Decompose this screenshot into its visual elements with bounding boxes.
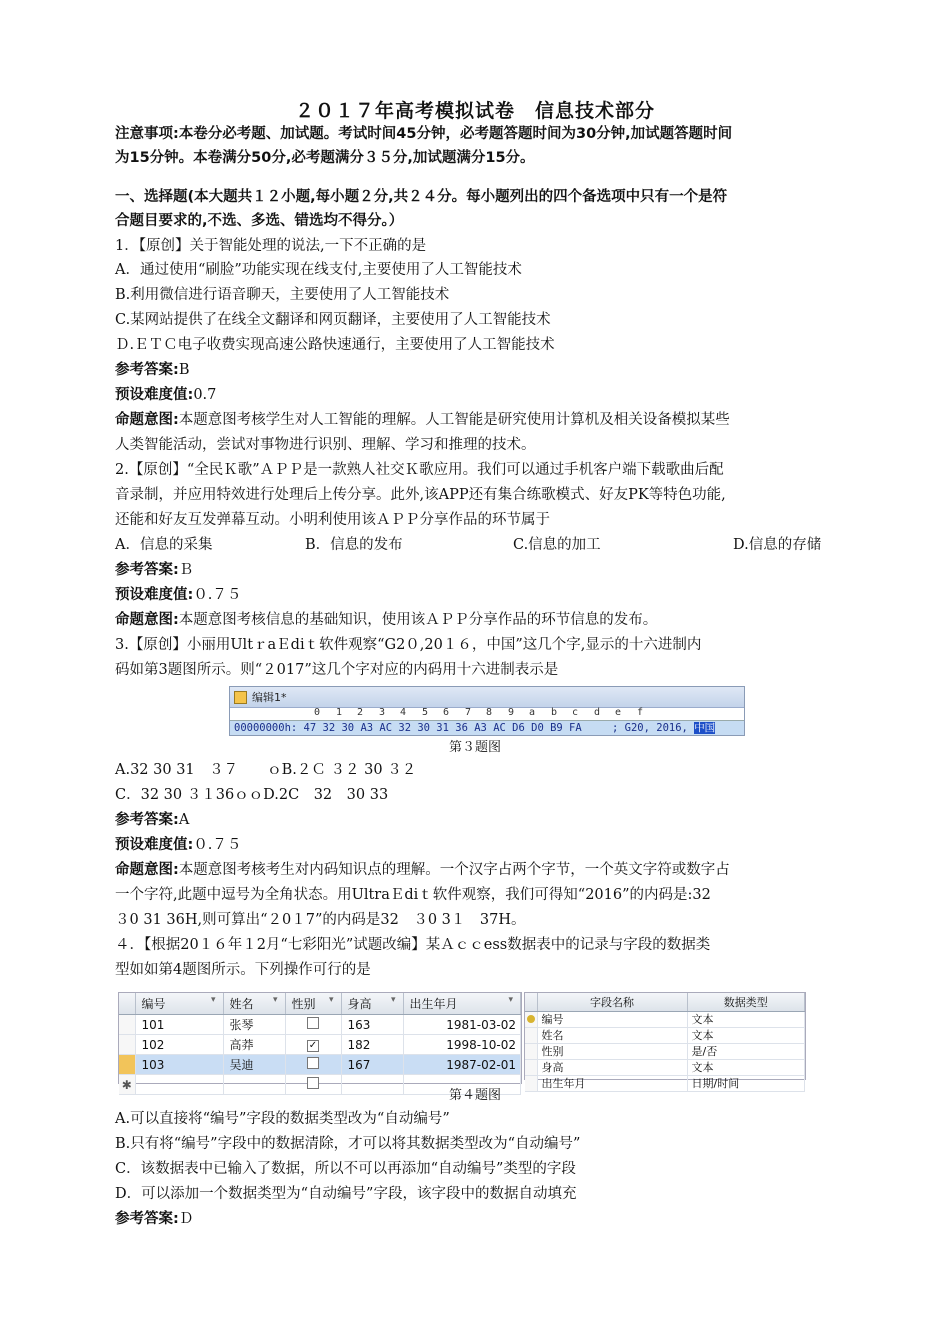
- ruler-digit: 0: [314, 707, 321, 718]
- q4-option-c: C．该数据表中已输入了数据，所以不可以再添加“自动编号”类型的字段: [115, 1161, 576, 1177]
- ruler-digit: 5: [422, 707, 429, 718]
- ruler-digit: 7: [465, 707, 472, 718]
- row-selector: [119, 1035, 135, 1055]
- notice-line-2: 为15分钟。本卷满分50分,必考题满分３５分,加试题满分15分。: [115, 150, 535, 166]
- q1-intent-2: 人类智能活动，尝试对事物进行识别、理解、学习和推理的技术。: [115, 437, 536, 453]
- ruler-digit: b: [551, 707, 558, 718]
- cell-id: 102: [135, 1035, 223, 1055]
- ruler-digit: 2: [357, 707, 364, 718]
- ruler-digit: e: [615, 707, 622, 718]
- answer-label: 参考答案:: [115, 562, 179, 578]
- editor-tab: [230, 687, 744, 708]
- row-selector: [525, 1028, 537, 1044]
- q1-intent-text-1: 本题意图考核学生对人工智能的理解。人工智能是研究使用计算机及相关设备模拟某些: [178, 412, 730, 428]
- q4-option-a: A.可以直接将“编号”字段的数据类型改为“自动编号”: [115, 1111, 450, 1127]
- checkbox-icon: [307, 1057, 319, 1069]
- ruler-digit: 6: [443, 707, 450, 718]
- answer-label: 参考答案:: [115, 1211, 179, 1227]
- intent-label: 命题意图:: [115, 862, 179, 878]
- column-header: [135, 993, 223, 1015]
- table-row: [119, 1035, 521, 1055]
- new-record-icon: ✱: [119, 1075, 135, 1095]
- hex-ascii-text: ; G20, 2016,: [612, 722, 695, 734]
- intent-label: 命题意图:: [115, 612, 179, 628]
- ruler-digit: a: [529, 707, 536, 718]
- column-header: [285, 993, 341, 1015]
- row-selector: [119, 1015, 135, 1035]
- q2-difficulty-value: ０.７５: [193, 587, 242, 603]
- notice-line-1: [115, 122, 845, 146]
- hex-ruler: [230, 708, 744, 721]
- q3-intent-text-1: 本题意图考核考生对内码知识点的理解。一个汉字占两个字节，一个英文字符或数字占: [178, 862, 730, 878]
- row-selector: [525, 1044, 537, 1060]
- cell-height: 163: [341, 1015, 403, 1035]
- column-header-label: 出生年月: [409, 997, 458, 1011]
- ruler-digit: 3: [379, 707, 386, 718]
- design-row: [525, 1012, 805, 1028]
- ruler-digit: c: [572, 707, 579, 718]
- q2-intent: [115, 608, 845, 632]
- design-field-name: 身高: [537, 1060, 687, 1076]
- design-row: [525, 1044, 805, 1060]
- ruler-digit: d: [594, 707, 601, 718]
- q4-answer: [115, 1207, 845, 1231]
- cell-name: 张琴: [223, 1015, 285, 1035]
- section-heading-1: 一、选择题(本大题共１２小题,每小题２分,共２４分。每小题列出的四个备选项中只有一个是符: [115, 189, 728, 205]
- q3-intent-3: ３0 31 36H,则可算出“２0１7”的内码是32 ３0 3１ 37H。: [115, 912, 526, 928]
- cell-gender: [285, 1015, 341, 1035]
- design-header-type: 数据类型: [687, 993, 805, 1012]
- difficulty-label: 预设难度值:: [115, 387, 194, 403]
- q2-option-d: D.信息的存储: [733, 537, 822, 553]
- intent-label: 命题意图:: [115, 412, 179, 428]
- q1-option-d: Ｄ.ＥＴＣ电子收费实现高速公路快速通行，主要使用了人工智能技术: [115, 337, 555, 353]
- q3-difficulty-value: ０.７５: [193, 837, 242, 853]
- difficulty-label: 预设难度值:: [115, 587, 194, 603]
- hex-ascii-selected: 中国: [694, 722, 716, 734]
- design-row: [525, 1060, 805, 1076]
- design-field-name: 编号: [537, 1012, 687, 1028]
- notice-text-1: 本卷分必考题、加试题。考试时间45分钟，必考题答题时间为30分钟,加试题答题时间: [178, 126, 733, 142]
- cell-gender: [285, 1035, 341, 1055]
- ruler-digit: 8: [486, 707, 493, 718]
- dropdown-arrow-icon: ▾: [508, 995, 513, 1005]
- q3-difficulty: [115, 833, 845, 857]
- column-header: [223, 993, 285, 1015]
- cell-height: 167: [341, 1055, 403, 1075]
- ruler-digit: 9: [508, 707, 515, 718]
- design-field-type: 文本: [687, 1012, 805, 1028]
- q1-difficulty: [115, 383, 845, 407]
- q3-stem-1: 3.【原创】小丽用UltｒaＥdiｔ软件观察“G2０,20１６，中国”这几个字,显示的十六进制内: [115, 637, 702, 653]
- q1-option-b: B.利用微信进行语音聊天，主要使用了人工智能技术: [115, 287, 450, 303]
- notice-label: 注意事项:: [115, 126, 179, 142]
- q4-datasheet-figure: [118, 992, 522, 1092]
- table-row: [119, 1015, 521, 1035]
- checkbox-icon: [307, 1017, 319, 1029]
- q4-option-d: D．可以添加一个数据类型为“自动编号”字段，该字段中的数据自动填充: [115, 1186, 577, 1202]
- q1-answer-value: B: [178, 362, 190, 378]
- cell-name: 高莽: [223, 1035, 285, 1055]
- hex-bytes: 47 32 30 A3 AC 32 30 31 36 A3 AC D6 D0 B9 FA: [303, 722, 582, 734]
- answer-label: 参考答案:: [115, 812, 179, 828]
- q2-option-b: B．信息的发布: [305, 537, 403, 553]
- q2-option-c: C.信息的加工: [513, 537, 601, 553]
- checkbox-checked-icon: ✓: [308, 1040, 318, 1051]
- section-heading-2: 合题目要求的,不选、多选、错选均不得分。）: [115, 213, 404, 229]
- table-row-current: [119, 1055, 521, 1075]
- editor-tab-label: 编辑1*: [252, 691, 287, 704]
- q2-stem-3: 还能和好友互发弹幕互动。小明利使用该ＡＰＰ分享作品的环节属于: [115, 512, 550, 528]
- q4-option-b: B.只有将“编号”字段中的数据清除，才可以将其数据类型改为“自动编号”: [115, 1136, 581, 1152]
- cell-name: 吴迪: [223, 1055, 285, 1075]
- q2-intent-text: 本题意图考核信息的基础知识，使用该ＡＰＰ分享作品的环节信息的发布。: [178, 612, 658, 628]
- design-header-field: 字段名称: [537, 993, 687, 1012]
- q1-answer: [115, 358, 845, 382]
- design-field-type: 是/否: [687, 1044, 805, 1060]
- q2-difficulty: [115, 583, 845, 607]
- design-row: [525, 1028, 805, 1044]
- column-header: [403, 993, 521, 1015]
- cell-birth: 1981-03-02: [403, 1015, 521, 1035]
- q2-stem-1: 2.【原创】“全民Ｋ歌”ＡＰＰ是一款熟人社交Ｋ歌应用。我们可以通过手机客户端下载歌曲后配: [115, 462, 724, 478]
- q1-option-c: C.某网站提供了在线全文翻译和网页翻译，主要使用了人工智能技术: [115, 312, 551, 328]
- page-title: ２０１７年高考模拟试卷 信息技术部分: [294, 100, 655, 122]
- column-header-label: 性别: [291, 997, 316, 1011]
- q3-options-cd: C．32 30 ３１36ｏｏD.2C 32 30 33: [115, 787, 389, 803]
- primary-key-icon: [527, 1015, 535, 1023]
- difficulty-label: 预设难度值:: [115, 837, 194, 853]
- q3-options-ab: A.32 30 31 ３７ ｏB.２Ｃ ３２ 30 ３２: [115, 762, 417, 778]
- design-field-type: 文本: [687, 1028, 805, 1044]
- q2-answer-value: Ｂ: [178, 562, 194, 578]
- dropdown-arrow-icon: ▾: [328, 995, 334, 1005]
- q2-stem-2: 音录制，并应用特效进行处理后上传分享。此外,该APP还有集合练歌模式、好友PK等特色功能,: [115, 487, 726, 503]
- row-selector: [525, 1060, 537, 1076]
- hex-row: [230, 721, 744, 735]
- q3-stem-2: 码如第3题图所示。则“２017”这几个字对应的内码用十六进制表示是: [115, 662, 559, 678]
- q3-answer: [115, 808, 845, 832]
- q4-caption: 第４题图: [448, 1088, 501, 1103]
- q1-difficulty-value: 0.7: [193, 387, 217, 403]
- answer-label: 参考答案:: [115, 362, 179, 378]
- q3-answer-value: A: [178, 812, 190, 828]
- datasheet-header: [119, 993, 521, 1015]
- column-header-label: 身高: [347, 997, 372, 1011]
- q3-caption: 第３题图: [448, 740, 501, 755]
- design-field-type: 日期/时间: [687, 1076, 805, 1092]
- q4-stem-2: 型如如第4题图所示。下列操作可行的是: [115, 962, 371, 978]
- dropdown-arrow-icon: ▾: [272, 995, 278, 1005]
- design-field-name: 性别: [537, 1044, 687, 1060]
- ruler-digit: f: [637, 707, 644, 718]
- row-selector-header: [119, 993, 135, 1015]
- q1-intent-1: [115, 408, 845, 432]
- q4-design-view-figure: [524, 992, 806, 1090]
- q2-option-a: A．信息的采集: [115, 537, 213, 553]
- q4-stem-1: ４．【根据20１６年１2月“七彩阳光”试题改编】某Ａｃｃess数据表中的记录与字段的数据类: [115, 937, 711, 953]
- dropdown-arrow-icon: ▾: [210, 995, 216, 1005]
- ruler-digit: 1: [336, 707, 343, 718]
- column-header-label: 姓名: [229, 997, 254, 1011]
- q4-answer-value: Ｄ: [178, 1211, 194, 1227]
- design-header: [525, 993, 805, 1012]
- hex-address: 00000000h:: [234, 722, 298, 734]
- design-field-type: 文本: [687, 1060, 805, 1076]
- row-selector: [119, 1055, 135, 1075]
- cell-height: 182: [341, 1035, 403, 1055]
- q3-intent-1: [115, 858, 845, 882]
- q1-option-a: A．通过使用“刷脸”功能实现在线支付,主要使用了人工智能技术: [115, 262, 522, 278]
- ruler-digit: 4: [400, 707, 407, 718]
- design-field-name: 姓名: [537, 1028, 687, 1044]
- document-icon: [234, 691, 247, 704]
- column-header-label: 编号: [141, 997, 166, 1011]
- q1-stem: 1．【原创】关于智能处理的说法,一下不正确的是: [115, 238, 427, 254]
- cell-id: 103: [135, 1055, 223, 1075]
- row-selector-header: [525, 993, 537, 1012]
- cell-birth: 1987-02-01: [403, 1055, 521, 1075]
- cell-id: 101: [135, 1015, 223, 1035]
- q2-answer: [115, 558, 845, 582]
- design-field-name: 出生年月: [537, 1076, 687, 1092]
- cell-birth: 1998-10-02: [403, 1035, 521, 1055]
- q3-hex-editor-figure: [229, 686, 745, 736]
- hex-ascii: [612, 721, 715, 735]
- column-header: [341, 993, 403, 1015]
- dropdown-arrow-icon: ▾: [390, 995, 396, 1005]
- row-selector: [525, 1012, 537, 1028]
- q3-intent-2: 一个字符,此题中逗号为全角状态。用UltraＥdiｔ软件观察，我们可得知“2016”的内码是:32: [115, 887, 711, 903]
- cell-gender: [285, 1055, 341, 1075]
